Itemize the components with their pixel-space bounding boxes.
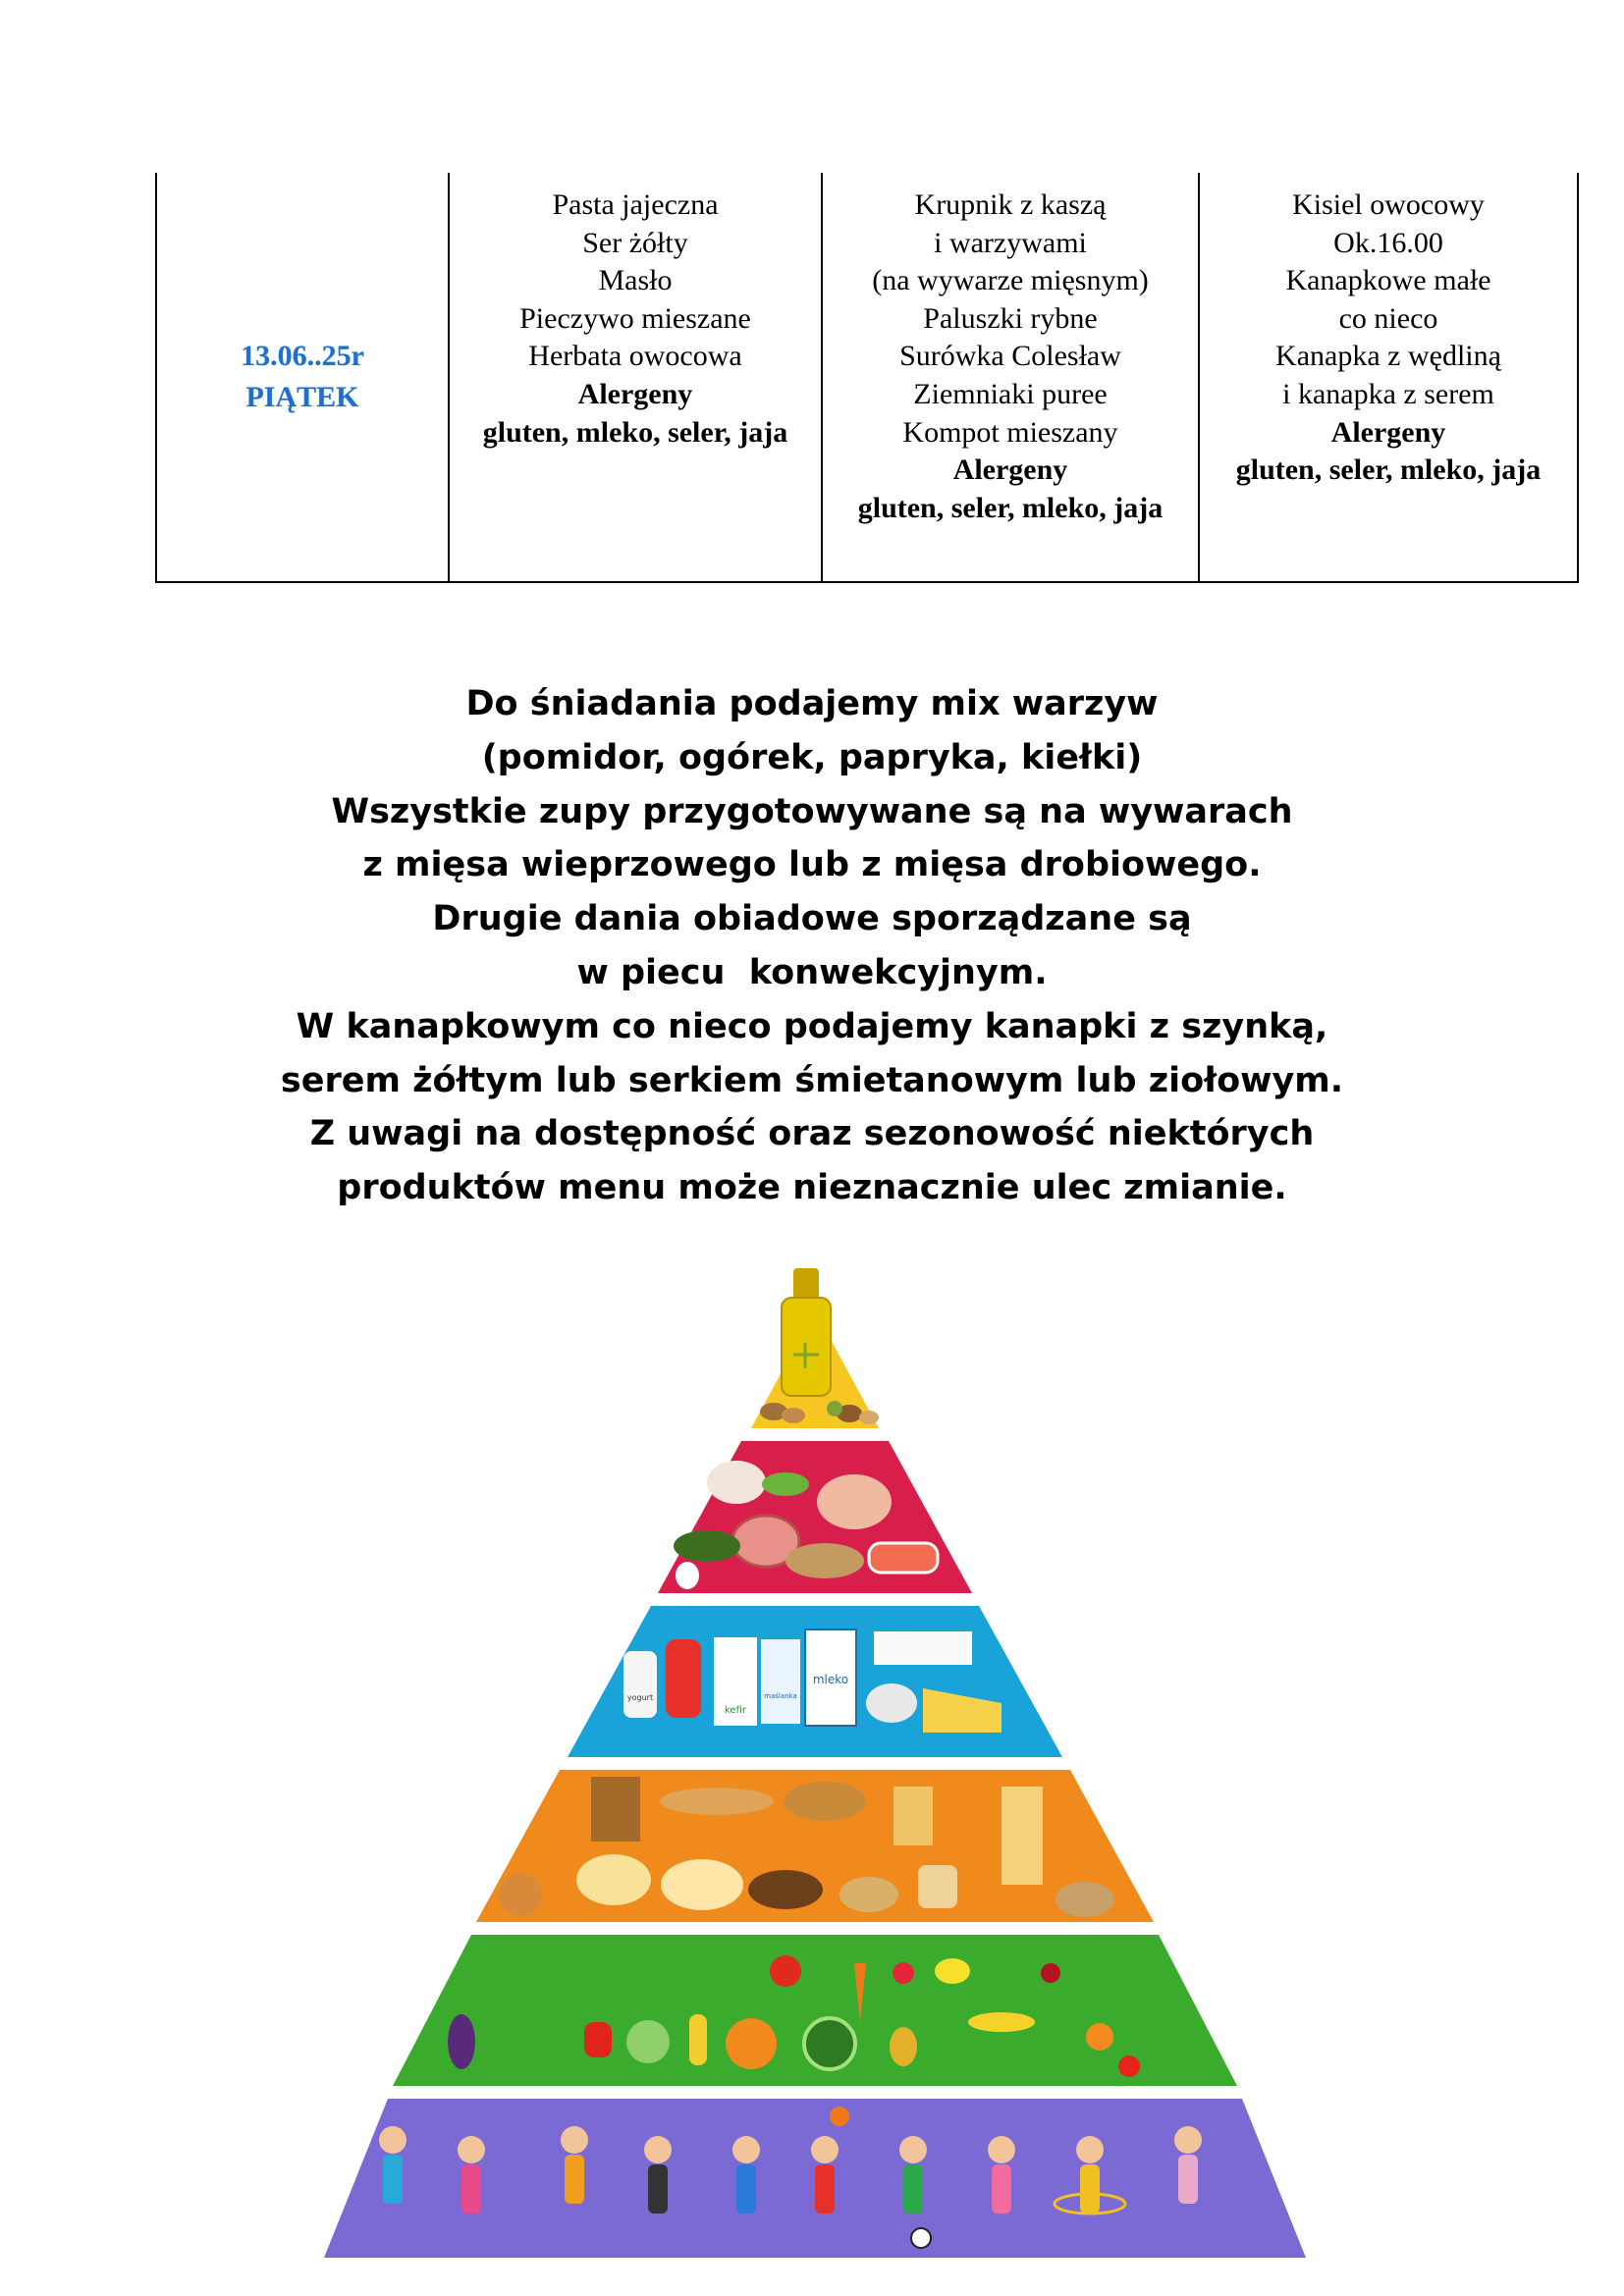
- crackers-icon: [1056, 1882, 1114, 1917]
- child-figure-icon: [379, 2126, 406, 2154]
- lunch-allergens-label: Alergeny: [952, 454, 1068, 487]
- pyramid-tier-oils: [751, 1268, 879, 1428]
- child-body-icon: [565, 2155, 584, 2204]
- note-line: Drugie dania obiadowe sporządzane są: [432, 899, 1192, 939]
- banana-icon: [968, 2012, 1035, 2032]
- lemon-icon: [935, 1958, 970, 1984]
- rolls-icon: [661, 1859, 743, 1910]
- pistachio-icon: [827, 1401, 842, 1416]
- pyramid-tier-fruits-vegetables: [393, 1935, 1237, 2086]
- note-line: Z uwagi na dostępność oraz sezonowość niektórych: [309, 1114, 1315, 1154]
- beans-icon: [707, 1461, 766, 1504]
- lunch-item: (na wywarze mięsnym): [872, 264, 1149, 297]
- breakfast-item: Pasta jajeczna: [552, 188, 719, 221]
- lunch-item: i warzywami: [934, 226, 1087, 259]
- child-body-icon: [815, 2164, 835, 2214]
- flour-bag-icon: [591, 1777, 640, 1842]
- note-line: Do śniadania podajemy mix warzyw: [465, 684, 1159, 723]
- menu-date: 13.06..25r: [241, 340, 364, 372]
- butter-block-icon: [874, 1631, 972, 1665]
- tomato-icon: [770, 1955, 801, 1987]
- food-pyramid-illustration: [324, 1266, 1306, 2263]
- toast-icon: [918, 1865, 957, 1908]
- menu-row: [156, 173, 1578, 582]
- breakfast-item: Ser żółty: [582, 226, 688, 259]
- child-figure-icon: [561, 2126, 588, 2154]
- egg-icon: [676, 1562, 699, 1589]
- football-icon: [911, 2228, 931, 2248]
- child-body-icon: [383, 2155, 403, 2204]
- lunch-item: Krupnik z kaszą: [914, 188, 1107, 221]
- cabbage-icon: [626, 2020, 670, 2063]
- snack-cell: [1199, 173, 1578, 582]
- snack-item: co nieco: [1338, 301, 1438, 335]
- bread-loaf-icon: [784, 1782, 866, 1821]
- orange-icon: [1086, 2023, 1113, 2051]
- chicken-icon: [817, 1474, 892, 1529]
- pear-icon: [890, 2027, 917, 2066]
- strawberry-icon: [893, 1962, 914, 1984]
- note-line: Wszystkie zupy przygotowywane są na wywarach: [331, 791, 1293, 831]
- buttermilk-label: maślanka: [764, 1692, 797, 1700]
- child-body-icon: [1080, 2164, 1100, 2214]
- milk-bottle-icon: [666, 1639, 701, 1718]
- child-figure-icon: [458, 2136, 485, 2163]
- pyramid-tier-protein: [658, 1441, 972, 1593]
- pyramid-tier-grains: [476, 1770, 1154, 1922]
- watermelon-icon: [804, 2018, 855, 2069]
- breakfast-item: Pieczywo mieszane: [519, 301, 751, 335]
- menu-day: PIĄTEK: [245, 381, 359, 413]
- peas-icon: [762, 1472, 809, 1496]
- breakfast-allergens: gluten, mleko, seler, jaja: [482, 415, 788, 449]
- snack-item: Kanapka z wędliną: [1275, 340, 1501, 373]
- breakfast-item: Masło: [598, 264, 673, 297]
- note-line: W kanapkowym co nieco podajemy kanapki z szynką,: [296, 1006, 1328, 1046]
- pyramid-tier-activity: [324, 2099, 1306, 2258]
- date-cell: [156, 173, 449, 582]
- lunch-item: Kompot mieszany: [902, 415, 1118, 449]
- snack-item: i kanapka z serem: [1282, 377, 1494, 410]
- lunch-cell: [822, 173, 1199, 582]
- kefir-label: kefir: [725, 1705, 746, 1716]
- milk-label: mleko: [812, 1673, 849, 1686]
- eggplant-icon: [448, 2014, 475, 2069]
- basketball-icon: [830, 2107, 849, 2126]
- menu-notes: [0, 677, 1624, 1215]
- spaghetti-icon: [1001, 1787, 1043, 1885]
- yogurt-bottle-icon: [623, 1651, 657, 1718]
- apple-icon: [1118, 2056, 1140, 2077]
- snack-item: Kisiel owocowy: [1292, 188, 1485, 221]
- lunch-allergens: gluten, seler, mleko, jaja: [857, 491, 1164, 524]
- oil-bottle-icon: [793, 1268, 819, 1300]
- pasta-bowl-icon: [576, 1854, 651, 1905]
- yogurt-label: yogurt: [626, 1693, 654, 1702]
- pyramid-tier-dairy: [568, 1606, 1062, 1757]
- child-body-icon: [903, 2164, 923, 2214]
- buttermilk-carton-icon: [761, 1639, 800, 1724]
- cherries-icon: [1041, 1963, 1060, 1983]
- note-line: serem żółtym lub serkiem śmietanowym lub ziołowym.: [280, 1060, 1344, 1100]
- pumpkin-icon: [726, 2018, 777, 2069]
- bread-roll-icon: [785, 1543, 864, 1578]
- cinnamon-roll-icon: [499, 1873, 542, 1916]
- breakfast-allergens-label: Alergeny: [577, 377, 693, 410]
- nuts-icon: [782, 1408, 805, 1423]
- note-line: w piecu konwekcyjnym.: [576, 952, 1048, 992]
- child-figure-icon: [988, 2136, 1015, 2163]
- baguette-icon: [660, 1788, 774, 1815]
- note-line: produktów menu może nieznacznie ulec zmianie.: [337, 1168, 1287, 1208]
- snack-item: Kanapkowe małe: [1285, 264, 1491, 297]
- child-figure-icon: [899, 2136, 927, 2163]
- note-line: (pomidor, ogórek, papryka, kiełki): [481, 737, 1143, 777]
- lunch-item: Ziemniaki puree: [913, 377, 1108, 410]
- snack-allergens-label: Alergeny: [1330, 415, 1446, 449]
- corn-icon: [689, 2014, 707, 2065]
- child-body-icon: [736, 2164, 756, 2214]
- potatoes-icon: [839, 1877, 898, 1912]
- note-line: z mięsa wieprzowego lub z mięsa drobiowego.: [362, 845, 1262, 885]
- lentils-icon: [674, 1530, 740, 1562]
- child-figure-icon: [811, 2136, 839, 2163]
- cottage-cheese-icon: [866, 1683, 917, 1723]
- nuts-icon: [859, 1411, 879, 1424]
- rye-bread-icon: [748, 1870, 823, 1909]
- child-figure-icon: [1174, 2126, 1202, 2154]
- salmon-icon: [869, 1543, 938, 1573]
- child-figure-icon: [1076, 2136, 1104, 2163]
- child-body-icon: [1178, 2155, 1198, 2204]
- snack-allergens: gluten, seler, mleko, jaja: [1235, 454, 1542, 487]
- pepper-icon: [584, 2022, 612, 2057]
- lunch-item: Surówka Colesław: [899, 340, 1121, 373]
- breakfast-item: Herbata owocowa: [528, 340, 742, 373]
- child-figure-icon: [644, 2136, 672, 2163]
- pasta-icon: [893, 1787, 933, 1845]
- snack-item: Ok.16.00: [1333, 226, 1443, 259]
- menu-table: [155, 173, 1579, 583]
- child-body-icon: [992, 2164, 1011, 2214]
- lunch-item: Paluszki rybne: [923, 301, 1098, 335]
- child-body-icon: [648, 2164, 668, 2214]
- breakfast-cell: [449, 173, 822, 582]
- child-figure-icon: [732, 2136, 760, 2163]
- child-body-icon: [461, 2164, 481, 2214]
